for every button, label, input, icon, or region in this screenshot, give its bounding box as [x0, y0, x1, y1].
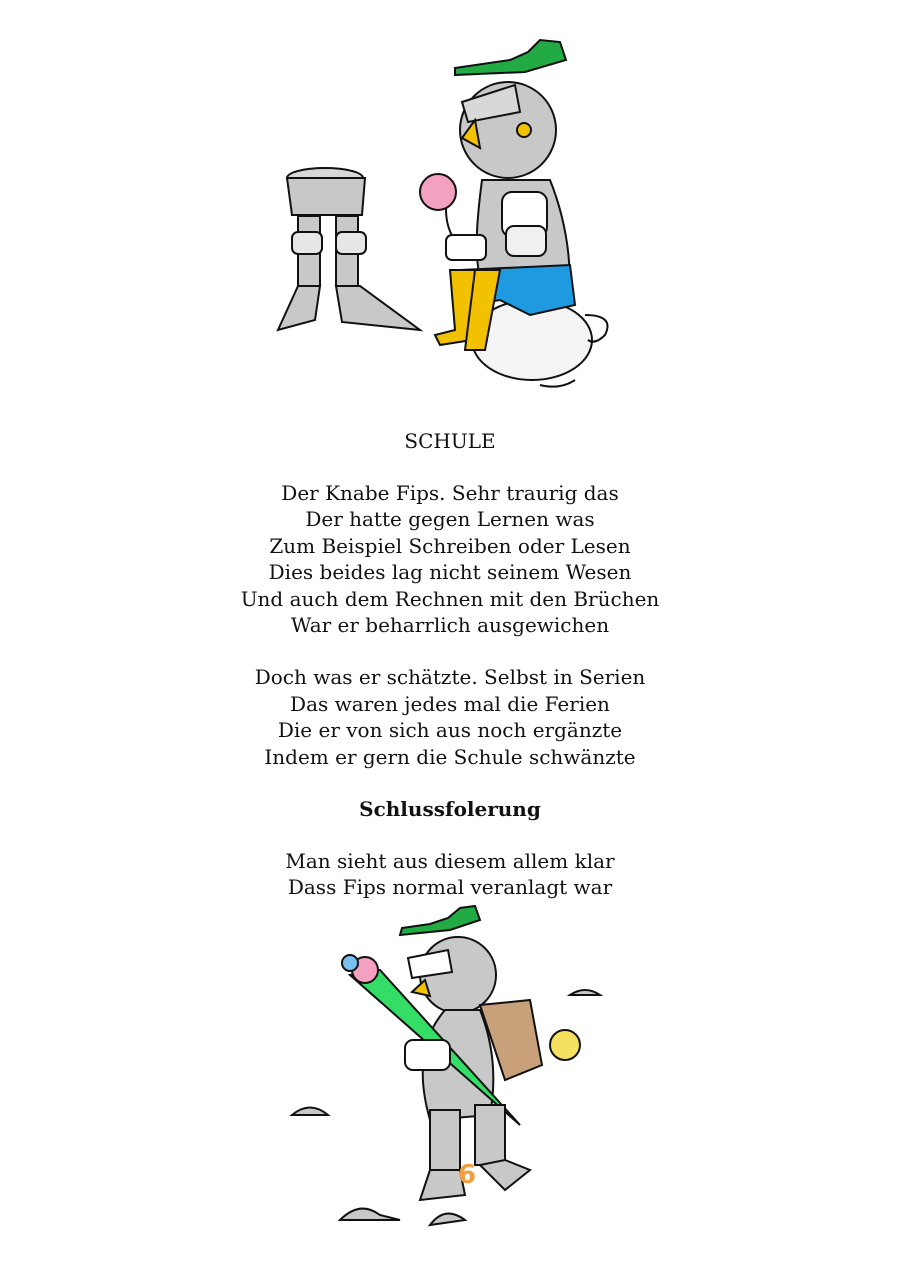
armor-legs-icon	[278, 168, 420, 330]
poem-line: Man sieht aus diesem allem klar	[285, 849, 615, 874]
plume-icon	[455, 40, 566, 75]
poem-line: War er beharrlich ausgewichen	[290, 613, 610, 638]
stanza-3	[0, 848, 900, 901]
page-number: 6	[458, 1160, 477, 1190]
knight-bird-icon	[292, 937, 600, 1225]
stanza-1	[0, 480, 900, 638]
poem-title: SCHULE	[404, 429, 496, 453]
poem	[0, 428, 900, 901]
knight-on-potty-illustration	[270, 30, 630, 400]
poem-line: Die er von sich aus noch ergänzte	[277, 718, 623, 743]
plume-icon	[400, 906, 480, 935]
conclusion-heading: Schlussfolerung	[359, 797, 541, 822]
poem-line: Der Knabe Fips. Sehr traurig das	[281, 481, 619, 505]
poem-line: Indem er gern die Schule schwänzte	[264, 744, 636, 769]
stanza-2	[0, 664, 900, 770]
poem-line: Das waren jedes mal die Ferien	[290, 691, 610, 716]
knight-with-schoolcone-illustration	[280, 900, 620, 1240]
poem-line: Dies beides lag nicht seinem Wesen	[268, 560, 632, 585]
poem-line: Und auch dem Rechnen mit den Brüchen	[240, 586, 660, 611]
poem-line: Dass Fips normal veranlagt war	[287, 875, 613, 900]
poem-line: Zum Beispiel Schreiben oder Lesen	[269, 533, 631, 558]
poem-line: Der hatte gegen Lernen was	[305, 507, 595, 532]
poem-line: Doch was er schätzte. Selbst in Serien	[254, 665, 646, 690]
